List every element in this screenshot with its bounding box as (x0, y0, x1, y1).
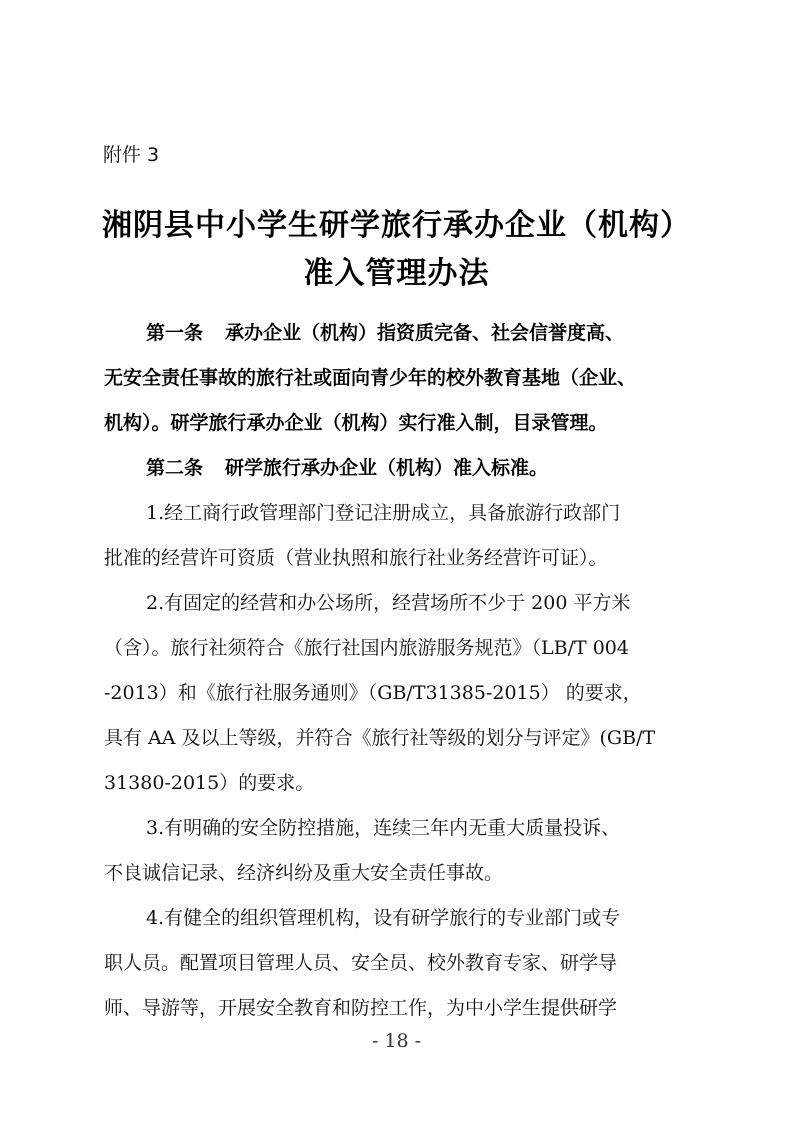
article-1-line-3: 机构）。研学旅行承办企业（机构）实行准入制，目录管理。 (104, 412, 608, 434)
attachment-label: 附件 3 (103, 144, 160, 166)
item-4-line-1: 4.有健全的组织管理机构，设有研学旅行的专业部门或专 (146, 907, 621, 929)
item-2-line-1: 2.有固定的经营和办公场所，经营场所不少于 200 平方米 (146, 592, 631, 614)
article-1-line-1 (146, 318, 746, 345)
item-4-line-2: 职人员。配置项目管理人员、安全员、校外教育专家、研学导 (104, 952, 618, 974)
item-2-line-5: 31380-2015）的要求。 (104, 772, 315, 794)
article-2-text: 研学旅行承办企业（机构）准入标准。 (225, 457, 549, 479)
article-2-heading: 第二条 (146, 457, 204, 479)
article-1-text-1: 承办企业（机构）指资质完备、社会信誉度高、 (225, 322, 625, 344)
item-1-line-1: 1.经工商行政管理部门登记注册成立，具备旅游行政部门 (146, 502, 621, 524)
item-2-line-2: （含）。旅行社须符合《旅行社国内旅游服务规范》（LB/T 004 (104, 637, 629, 659)
item-4-line-3: 师、导游等，开展安全教育和防控工作，为中小学生提供研学 (104, 997, 618, 1019)
item-3-line-2: 不良诚信记录、经济纠纷及重大安全责任事故。 (104, 862, 504, 884)
article-2-line (146, 453, 746, 480)
item-3-line-1: 3.有明确的安全防控措施，连续三年内无重大质量投诉、 (146, 817, 621, 839)
item-1-line-2: 批准的经营许可资质（营业执照和旅行社业务经营许可证）。 (104, 547, 608, 569)
item-2-line-4: 具有 AA 及以上等级，并符合《旅行社等级的划分与评定》(GB/T (104, 727, 656, 749)
document-title-line-1: 湘阴县中小学生研学旅行承办企业（机构） (102, 208, 691, 243)
article-1-heading: 第一条 (146, 322, 204, 344)
article-1-line-2: 无安全责任事故的旅行社或面向青少年的校外教育基地（企业、 (104, 367, 637, 389)
document-title-line-2: 准入管理办法 (303, 256, 490, 291)
page-number: - 18 - (371, 1030, 422, 1052)
item-2-line-3: -2013）和《旅行社服务通则》（GB/T31385-2015） 的要求， (104, 682, 642, 704)
